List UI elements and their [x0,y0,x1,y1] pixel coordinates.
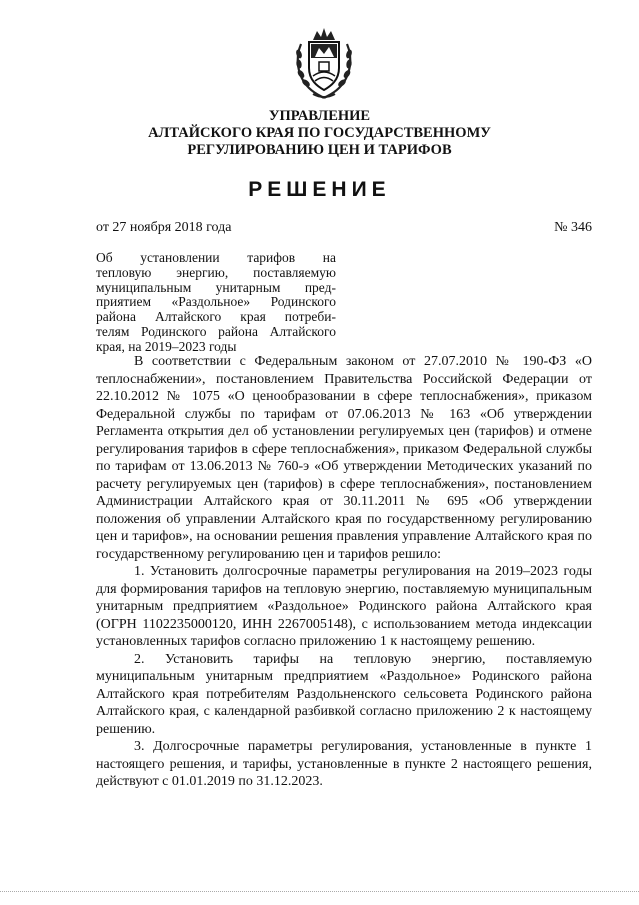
agency-line: АЛТАЙСКОГО КРАЯ ПО ГОСУДАРСТВЕННОМУ [148,125,491,141]
document-title: РЕШЕНИЕ [248,178,391,201]
item-paragraph: 1. Установить долгосрочные параметры регулирования на 2019–2023 годы для формирования тарифов на тепловую энергию, поставляемую муниципальным унитарным предприятием «Раздольное» Родинского района Алтайского края (ОГРН 1102235000120, ИНН 2267005148), с использованием метода индексации установленных тарифов согласно приложению 1 к настоящему решению. [96,564,592,649]
coat-of-arms-icon [291,24,357,102]
page-bottom-divider [0,891,639,892]
document-date: от 27 ноября 2018 года [96,220,232,235]
subject-line: телям Родинского района Алтайского [96,323,336,339]
agency-line: РЕГУЛИРОВАНИЮ ЦЕН И ТАРИФОВ [187,142,452,158]
agency-line: УПРАВЛЕНИЕ [268,108,371,124]
subject-line: муниципальным унитарным пред- [96,279,336,295]
document-body [96,353,592,791]
subject-line: края, на 2019–2023 годы [96,338,237,354]
agency-name [0,108,639,159]
item-paragraph: 3. Долгосрочные параметры регулирования, установленные в пункте 1 настоящего решения, и тарифы, установленные в пункте 2 настоящего решения, действуют с 01.01.2019 по 31.12.2023. [96,739,592,789]
subject-line: Об установлении тарифов на [96,250,336,265]
subject-block [96,251,336,355]
subject-line: приятием «Раздольное» Родинского [96,294,336,310]
subject-line: района Алтайского края потреби- [96,309,336,325]
subject-line: тепловую энергию, поставляемую [96,264,336,280]
preamble-paragraph: В соответствии с Федеральным законом от 27.07.2010 № 190-ФЗ «О теплоснабжении», постановлением Правительства Российской Федерации от 22.10.2012 № 1075 «О ценообразовании в сфере теплоснабжения», приказом Федеральной службы по тарифам от 07.06.2013 № 163 «Об утверждении Регламента открытия дел об установлении регулируемых цен (тарифов) и отмене регулирования тарифов в сфере теплоснабжения», приказом Федеральной службы по тарифам от 13.06.2013 № 760-э «Об утверждении Методических указаний по расчету регулируемых цен (тарифов) в сфере теплоснабжения», постановлением Администрации Алтайского края от 30.11.2011 № 695 «Об утверждении положения об управлении Алтайского края по государственному регулированию цен и тарифов», на основании решения правления управление Алтайского края по государственному регулированию цен и тарифов решило: [96,354,592,562]
item-paragraph: 2. Установить тарифы на тепловую энергию, поставляемую муниципальным унитарным предприятием «Раздольное» Родинского района Алтайского края потребителям Раздольненского сельсовета Родинского района Алтайского края, с календарной разбивкой согласно приложению 2 к настоящему решению. [96,651,592,737]
document-number: № 346 [554,220,592,235]
